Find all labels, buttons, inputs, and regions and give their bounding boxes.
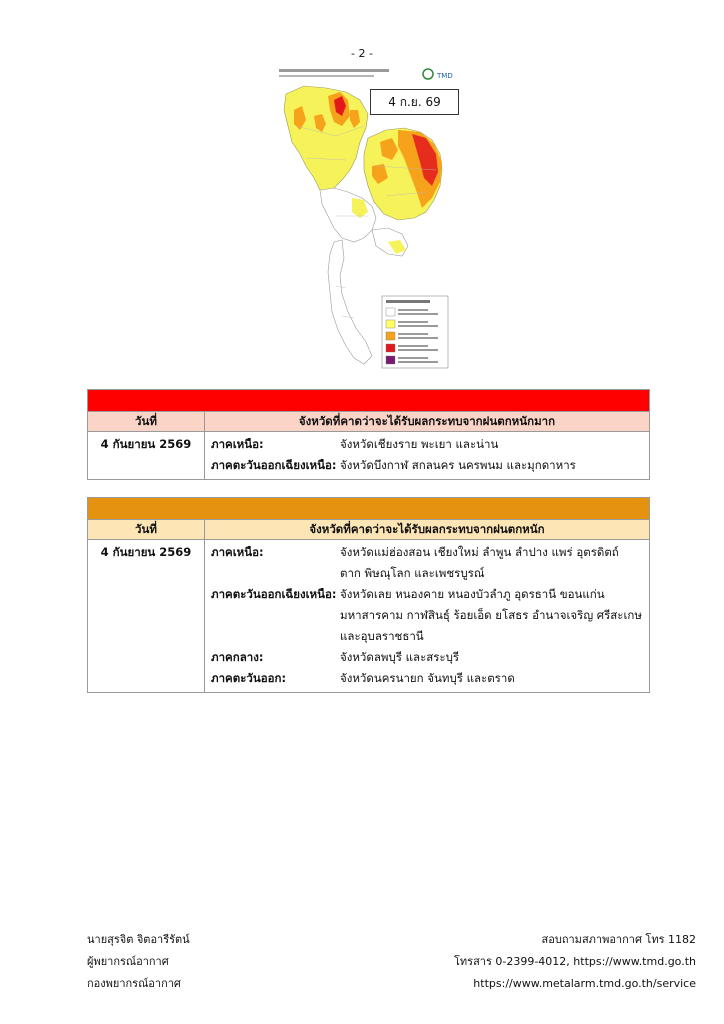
affected-regions xyxy=(205,432,650,480)
affected-regions xyxy=(205,540,650,693)
forecaster-signature xyxy=(87,929,190,995)
region-name: ภาคตะวันออกเฉียงเหนือ: xyxy=(211,458,337,472)
region-row xyxy=(211,668,649,689)
province-list xyxy=(340,542,649,584)
province-line: ตาก พิษณุโลก และเพชรบูรณ์ xyxy=(340,566,485,580)
province-line: และอุบลราชธานี xyxy=(340,629,424,643)
province-list: จังหวัดเชียงราย พะเยา และน่าน xyxy=(340,437,499,451)
region-row xyxy=(211,584,649,647)
fax-and-website: โทรสาร 0-2399-4012, https://www.tmd.go.th xyxy=(454,955,696,968)
province-list xyxy=(340,584,649,647)
heavy-rain-band xyxy=(88,498,650,520)
page-number: - 2 - xyxy=(351,47,373,60)
region-row xyxy=(211,542,649,584)
hotline: สอบถามสภาพอากาศ โทร 1182 xyxy=(541,933,696,946)
region-row xyxy=(211,455,649,476)
forecast-date: 4 กันยายน 2569 xyxy=(88,432,205,480)
heavy-rain-table xyxy=(87,497,650,693)
service-link[interactable]: https://www.metalarm.tmd.go.th/service xyxy=(473,977,696,990)
legend-swatch xyxy=(386,356,395,364)
provinces-column-header: จังหวัดที่คาดว่าจะได้รับผลกระทบจากฝนตกหนัก xyxy=(205,520,650,540)
very-heavy-rain-table xyxy=(87,389,650,480)
provinces-column-header: จังหวัดที่คาดว่าจะได้รับผลกระทบจากฝนตกหนักมาก xyxy=(205,412,650,432)
legend-swatch xyxy=(386,332,395,340)
province-list: จังหวัดบึงกาฬ สกลนคร นครพนม และมุกดาหาร xyxy=(340,458,576,472)
tmd-logo-text: TMD xyxy=(437,72,453,80)
map-subtitle-line xyxy=(279,75,374,77)
forecast-date: 4 กันยายน 2569 xyxy=(88,540,205,693)
province-line: จังหวัดแม่ฮ่องสอน เชียงใหม่ ลำพูน ลำปาง แพร่ อุตรดิตถ์ xyxy=(340,545,619,559)
map-date-label: 4 ก.ย. 69 xyxy=(370,89,459,115)
region-name: ภาคกลาง: xyxy=(211,650,264,664)
region-name: ภาคเหนือ: xyxy=(211,437,264,451)
forecaster-name: นายสุรจิต จิตอารีรัตน์ xyxy=(87,933,190,946)
region-row xyxy=(211,647,649,668)
province-list: จังหวัดนครนายก จันทบุรี และตราด xyxy=(340,671,515,685)
province-line: มหาสารคาม กาฬสินธุ์ ร้อยเอ็ด ยโสธร อำนาจเจริญ ศรีสะเกษ xyxy=(340,608,642,622)
contact-info xyxy=(454,929,696,995)
very-heavy-rain-band xyxy=(88,390,650,412)
forecaster-title: ผู้พยากรณ์อากาศ xyxy=(87,955,169,968)
legend-swatch xyxy=(386,344,395,352)
province-line: จังหวัดเลย หนองคาย หนองบัวลำภู อุดรธานี ขอนแก่น xyxy=(340,587,605,601)
map-title-line xyxy=(279,69,389,72)
tmd-logo-icon xyxy=(423,69,433,79)
region-name: ภาคเหนือ: xyxy=(211,545,264,559)
region-name: ภาคตะวันออกเฉียงเหนือ: xyxy=(211,587,337,601)
legend-swatch xyxy=(386,320,395,328)
forecaster-division: กองพยากรณ์อากาศ xyxy=(87,977,181,990)
province-list: จังหวัดลพบุรี และสระบุรี xyxy=(340,650,460,664)
region-row xyxy=(211,434,649,455)
legend-swatch xyxy=(386,308,395,316)
region-name: ภาคตะวันออก: xyxy=(211,671,287,685)
date-column-header: วันที่ xyxy=(88,520,205,540)
date-column-header: วันที่ xyxy=(88,412,205,432)
